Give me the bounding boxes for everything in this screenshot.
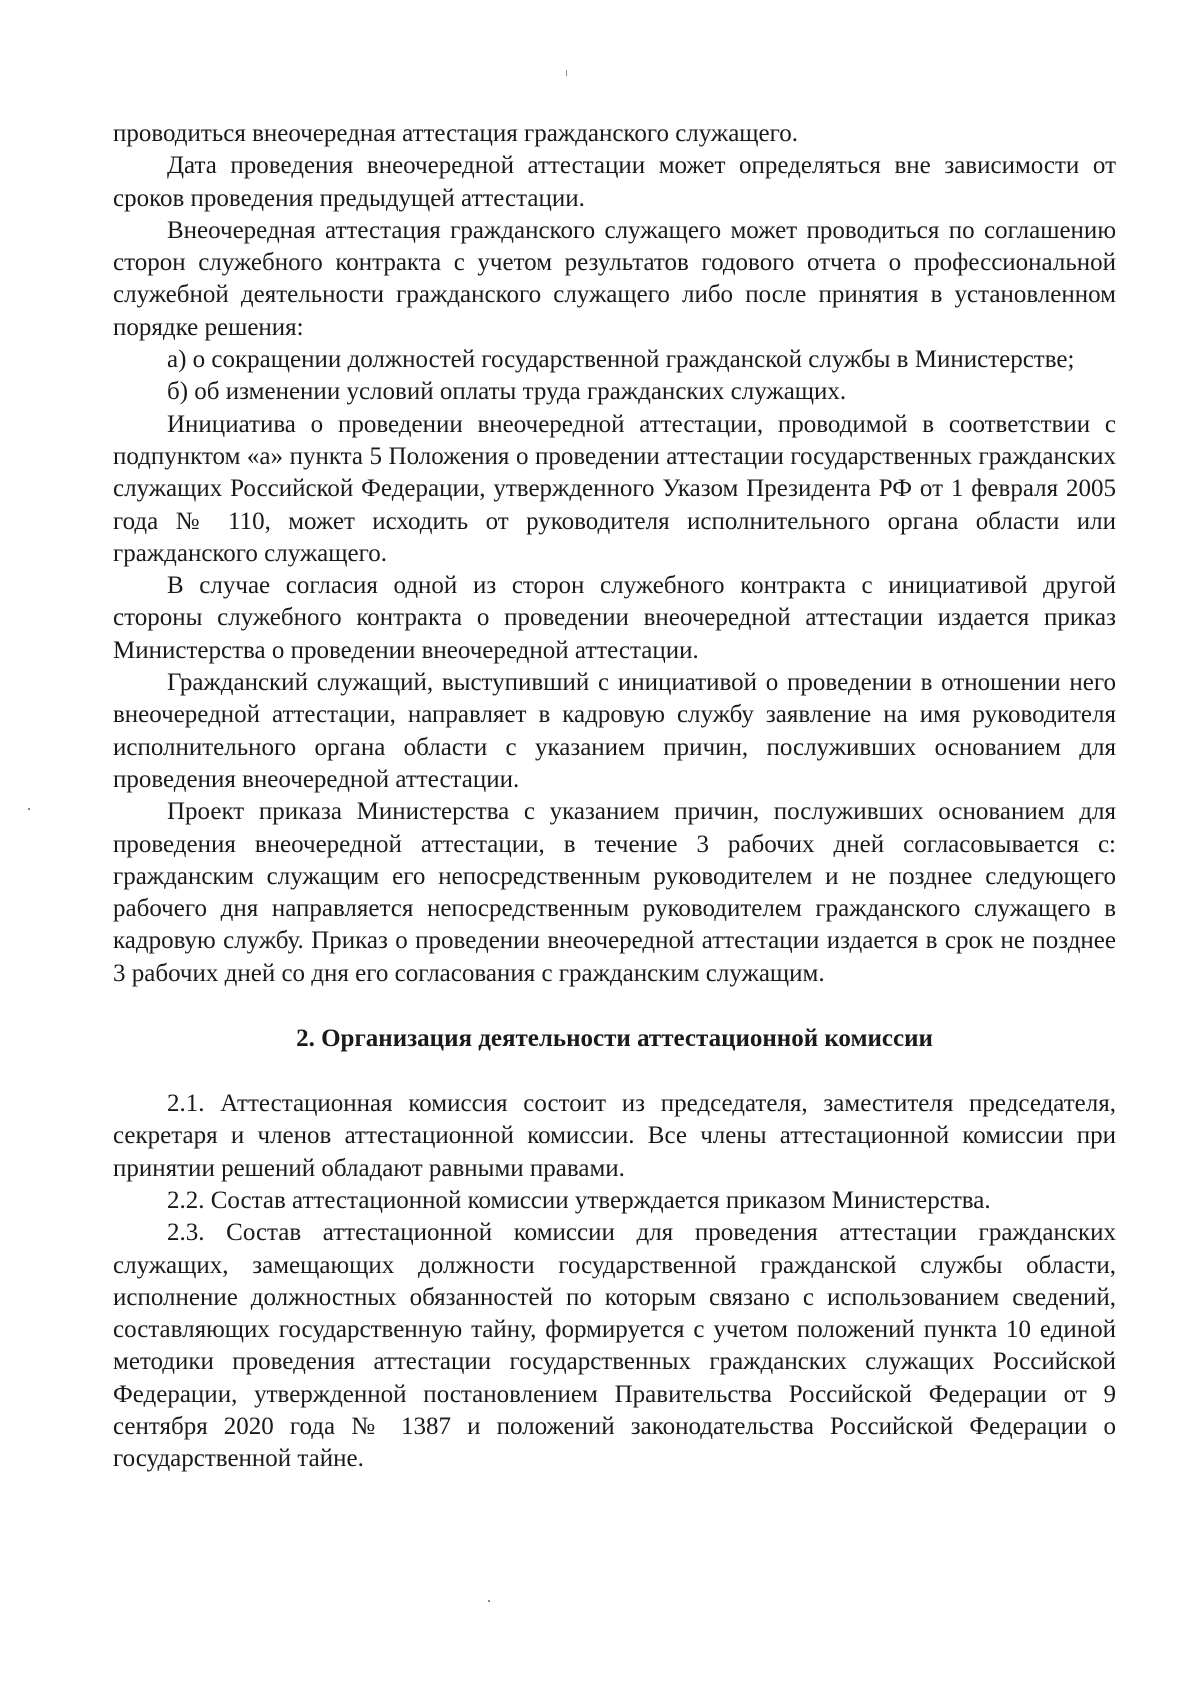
paragraph: Проект приказа Министерства с указанием причин, послуживших основанием для проведения внеочередной аттестации, в течение 3 рабочих дней согласовывается с: гражданским служащим его непосредственным руководителем и не позднее следующего рабочего дня направляется непосредственным руководителем гражданского служащего в кадровую службу. Приказ о проведении внеочередной аттестации издается в срок не позднее 3 рабочих дней со дня его согласования с гражданским служащим. — [113, 798, 1116, 987]
scan-speck — [566, 70, 567, 76]
paragraph: проводиться внеочередная аттестация гражданского служащего. — [113, 120, 799, 147]
paragraph: Инициатива о проведении внеочередной аттестации, проводимой в соответствии с подпунктом «а» пункта 5 Положения о проведении аттестации государственных гражданских служащих Российской Федерации, утвержденного Указом Президента РФ от 1 февраля 2005 года № 110, может исходить от руководителя исполнительного органа области или гражданского служащего. — [113, 410, 1116, 567]
list-item-b: б) об изменении условий оплаты труда гражданских служащих. — [167, 378, 847, 406]
clause-2-2: 2.2. Состав аттестационной комиссии утверждается приказом Министерства. — [167, 1186, 991, 1214]
paragraph: Внеочередная аттестация гражданского служащего может проводиться по соглашению сторон служебного контракта с учетом результатов годового отчета о профессиональной служебной деятельности гражданского служащего либо после принятия в установленном порядке решения: — [113, 216, 1116, 341]
scan-speck — [28, 808, 30, 810]
scan-speck — [488, 1600, 490, 1602]
section-heading: 2. Организация деятельности аттестационной комиссии — [296, 1025, 933, 1053]
document-body — [113, 118, 1116, 1476]
list-item-a: а) о сокращении должностей государственной гражданской службы в Министерстве; — [167, 346, 1075, 374]
paragraph: Гражданский служащий, выступивший с инициативой о проведении в отношении него внеочередной аттестации, направляет в кадровую службу заявление на имя руководителя исполнительного органа области с указанием причин, послуживших основанием для проведения внеочередной аттестации. — [113, 669, 1116, 793]
paragraph: Дата проведения внеочередной аттестации может определяться вне зависимости от сроков проведения предыдущей аттестации. — [113, 152, 1116, 212]
clause-2-1: 2.1. Аттестационная комиссия состоит из председателя, заместителя председателя, секретаря и членов аттестационной комиссии. Все члены аттестационной комиссии при принятии решений обладают равными правами. — [113, 1090, 1116, 1182]
paragraph: В случае согласия одной из сторон служебного контракта с инициативой другой стороны служебного контракта о проведении внеочередной аттестации издается приказ Министерства о проведении внеочередной аттестации. — [113, 572, 1116, 664]
clause-2-3: 2.3. Состав аттестационной комиссии для проведения аттестации гражданских служащих, замещающих должности государственной гражданской службы области, исполнение должностных обязанностей по которым связано с использованием сведений, составляющих государственную тайну, формируется с учетом положений пункта 10 единой методики проведения аттестации государственных гражданских служащих Российской Федерации, утвержденной постановлением Правительства Российской Федерации от 9 сентября 2020 года № 1387 и положений законодательства Российской Федерации о государственной тайне. — [113, 1219, 1116, 1473]
